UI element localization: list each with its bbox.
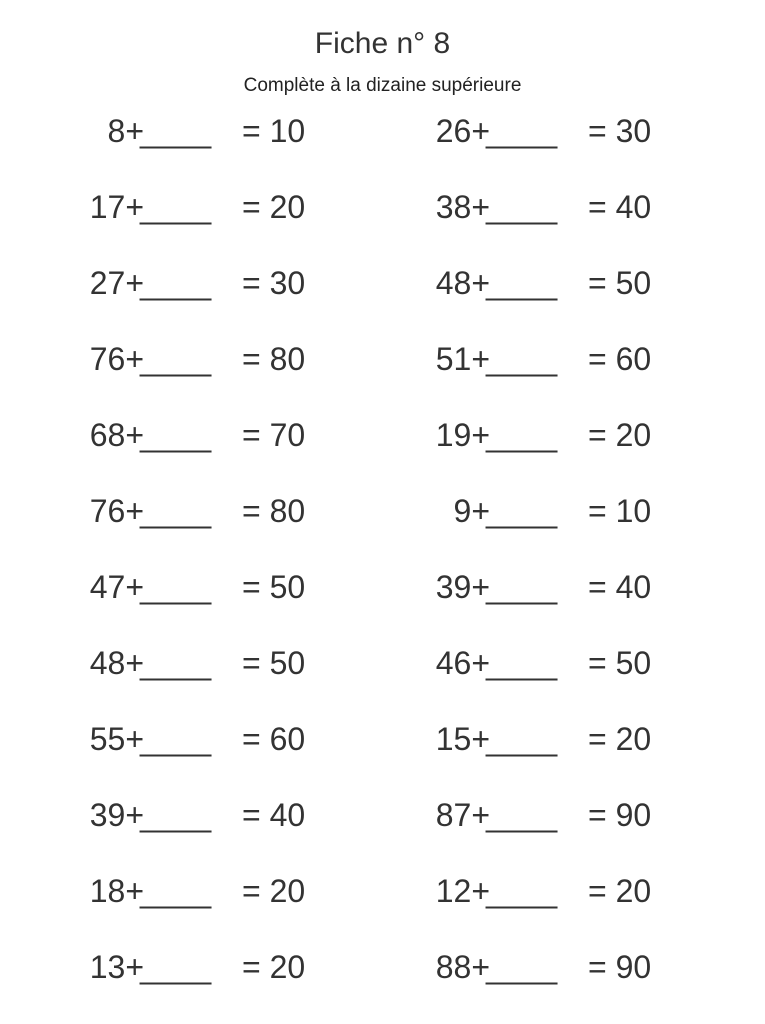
exercise-result: = 20 (242, 949, 306, 985)
exercise-row (435, 187, 666, 227)
exercise-row (89, 947, 320, 987)
exercise-row (89, 339, 320, 379)
instruction-text: Complète à la dizaine supérieure (243, 75, 522, 96)
answer-blank[interactable]: ____ (140, 949, 212, 985)
exercise-result: = 10 (242, 113, 306, 149)
exercise-operand: 76+ (89, 493, 144, 529)
exercise-result: = 40 (588, 189, 652, 225)
exercise-result: = 80 (242, 341, 306, 377)
exercise-row (435, 263, 666, 303)
exercise-operand: 27+ (89, 265, 144, 301)
exercise-row (107, 111, 320, 151)
exercise-operand: 76+ (89, 341, 144, 377)
exercise-operand: 8+ (107, 113, 144, 149)
answer-blank[interactable]: ____ (140, 645, 212, 681)
exercise-operand: 15+ (435, 721, 490, 757)
answer-blank[interactable]: ____ (140, 493, 212, 529)
exercise-row (435, 947, 666, 987)
exercise-result: = 30 (242, 265, 306, 301)
exercise-row (453, 491, 666, 531)
answer-blank[interactable]: ____ (486, 721, 558, 757)
exercise-result: = 60 (588, 341, 652, 377)
exercise-operand: 39+ (435, 569, 490, 605)
exercise-operand: 46+ (435, 645, 490, 681)
exercise-row (89, 871, 320, 911)
answer-blank[interactable]: ____ (140, 721, 212, 757)
exercise-result: = 50 (242, 645, 306, 681)
exercise-result: = 70 (242, 417, 306, 453)
page-title: Fiche n° 8 (314, 27, 451, 60)
answer-blank[interactable]: ____ (486, 189, 558, 225)
exercise-row (435, 719, 666, 759)
exercise-result: = 50 (242, 569, 306, 605)
exercise-result: = 30 (588, 113, 652, 149)
exercise-operand: 19+ (435, 417, 490, 453)
exercise-row (89, 643, 320, 683)
exercise-row (89, 263, 320, 303)
answer-blank[interactable]: ____ (486, 949, 558, 985)
exercise-operand: 9+ (453, 493, 490, 529)
exercise-operand: 12+ (435, 873, 490, 909)
exercise-operand: 18+ (89, 873, 144, 909)
answer-blank[interactable]: ____ (140, 341, 212, 377)
exercise-result: = 20 (588, 721, 652, 757)
exercise-row (89, 567, 320, 607)
exercise-operand: 47+ (89, 569, 144, 605)
exercise-row (89, 491, 320, 531)
exercise-result: = 20 (588, 873, 652, 909)
exercise-result: = 80 (242, 493, 306, 529)
answer-blank[interactable]: ____ (486, 113, 558, 149)
answer-blank[interactable]: ____ (140, 265, 212, 301)
exercise-operand: 48+ (435, 265, 490, 301)
exercise-operand: 51+ (435, 341, 490, 377)
answer-blank[interactable]: ____ (140, 189, 212, 225)
exercise-row (435, 415, 666, 455)
exercise-result: = 90 (588, 949, 652, 985)
answer-blank[interactable]: ____ (486, 645, 558, 681)
exercise-operand: 13+ (89, 949, 144, 985)
exercise-operand: 88+ (435, 949, 490, 985)
answer-blank[interactable]: ____ (140, 569, 212, 605)
exercise-operand: 38+ (435, 189, 490, 225)
exercise-result: = 60 (242, 721, 306, 757)
exercise-operand: 48+ (89, 645, 144, 681)
answer-blank[interactable]: ____ (140, 873, 212, 909)
exercise-result: = 20 (242, 873, 306, 909)
exercise-row (89, 719, 320, 759)
exercise-row (435, 643, 666, 683)
exercise-result: = 50 (588, 645, 652, 681)
exercise-operand: 55+ (89, 721, 144, 757)
exercise-result: = 40 (242, 797, 306, 833)
answer-blank[interactable]: ____ (140, 113, 212, 149)
exercise-row (89, 415, 320, 455)
answer-blank[interactable]: ____ (486, 873, 558, 909)
answer-blank[interactable]: ____ (486, 797, 558, 833)
exercise-result: = 20 (588, 417, 652, 453)
exercise-operand: 17+ (89, 189, 144, 225)
answer-blank[interactable]: ____ (486, 569, 558, 605)
answer-blank[interactable]: ____ (486, 265, 558, 301)
exercise-row (89, 795, 320, 835)
exercise-row (89, 187, 320, 227)
exercise-operand: 26+ (435, 113, 490, 149)
answer-blank[interactable]: ____ (140, 797, 212, 833)
exercise-result: = 50 (588, 265, 652, 301)
exercise-row (435, 111, 666, 151)
exercise-result: = 10 (588, 493, 652, 529)
exercise-operand: 87+ (435, 797, 490, 833)
exercise-row (435, 339, 666, 379)
exercise-result: = 20 (242, 189, 306, 225)
exercise-row (435, 795, 666, 835)
answer-blank[interactable]: ____ (140, 417, 212, 453)
answer-blank[interactable]: ____ (486, 493, 558, 529)
exercise-result: = 90 (588, 797, 652, 833)
exercise-result: = 40 (588, 569, 652, 605)
exercise-operand: 39+ (89, 797, 144, 833)
answer-blank[interactable]: ____ (486, 341, 558, 377)
exercise-operand: 68+ (89, 417, 144, 453)
answer-blank[interactable]: ____ (486, 417, 558, 453)
exercise-row (435, 871, 666, 911)
exercise-row (435, 567, 666, 607)
